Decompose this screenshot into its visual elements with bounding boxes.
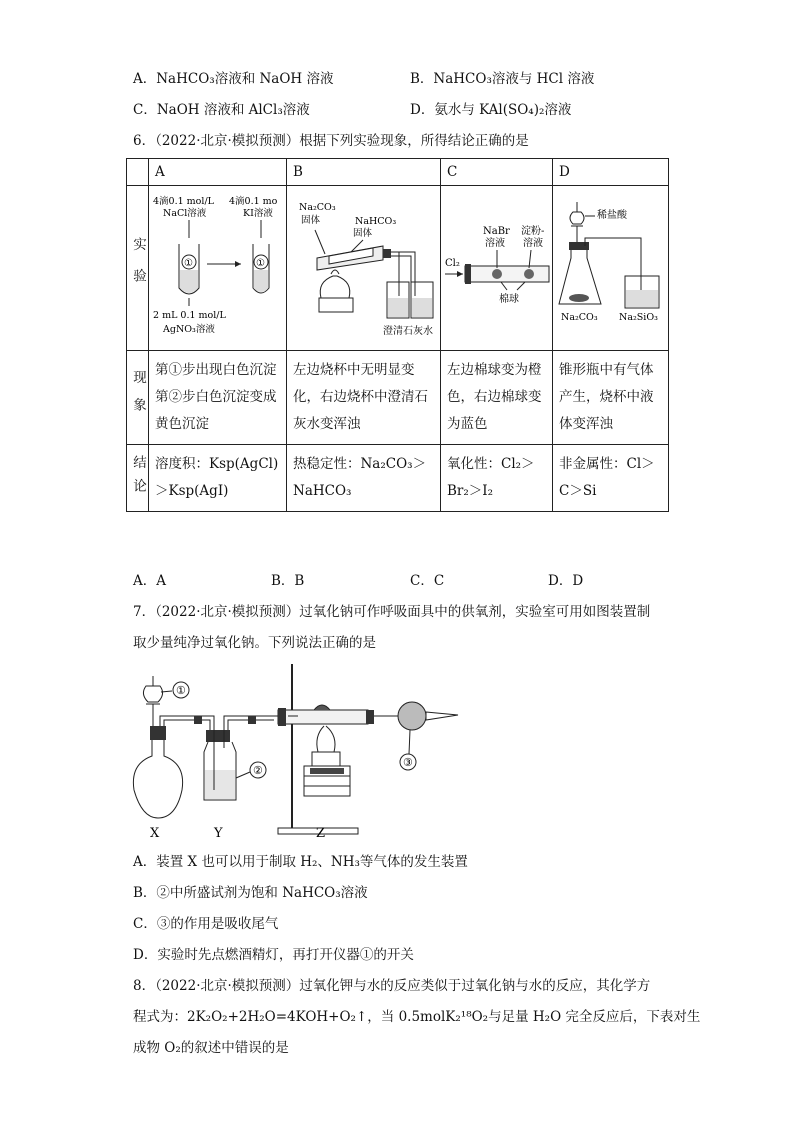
conclusion-c: 氧化性：Cl₂＞Br₂＞I₂ (441, 445, 553, 512)
phenomenon-row (127, 351, 669, 445)
fig-a-label: NaCl溶液 (163, 208, 207, 219)
fig-c-label: 溶液 (523, 238, 543, 249)
q6-option-d: D．D (548, 573, 584, 589)
row-label-conclusion: 结论 (127, 445, 149, 512)
fig-b-label: NaHCO₃ (355, 216, 397, 227)
phenomenon-b: 左边烧杯中无明显变化，右边烧杯中澄清石灰水变浑浊 (287, 351, 441, 445)
fig-c-label: NaBr (483, 226, 510, 237)
q5-option-d: D．氨水与 KAl(SO₄)₂溶液 (410, 102, 572, 118)
q7-stem-line1: 7．（2022·北京·模拟预测）过氧化钠可作呼吸面具中的供氧剂，实验室可用如图装置制 (133, 604, 651, 620)
fig-b-label: 固体 (353, 228, 373, 239)
header-a: A (149, 159, 287, 186)
fig-b-label: 澄清石灰水 (383, 326, 433, 337)
q6-stem: 6．（2022·北京·模拟预测）根据下列实验现象，所得结论正确的是 (133, 133, 529, 149)
q7-option-d: D．实验时先点燃酒精灯，再打开仪器①的开关 (133, 947, 414, 963)
q7-option-a: A．装置 X 也可以用于制取 H₂、NH₃等气体的发生装置 (133, 854, 468, 870)
q8-stem-line1: 8．（2022·北京·模拟预测）过氧化钾与水的反应类似于过氧化钠与水的反应，其化学方 (133, 978, 651, 994)
q8-stem-line2: 程式为：2K₂O₂+2H₂O=4KOH+O₂↑，当 0.5molK₂¹⁸O₂与足量 H₂O 完全反应后，下表对生 (133, 1009, 701, 1025)
q5-option-a: A．NaHCO₃溶液和 NaOH 溶液 (133, 71, 334, 87)
acid-flask-figure (553, 186, 669, 340)
fig-c-label: 淀粉- (521, 226, 545, 237)
q6-option-c: C．C (410, 573, 445, 589)
phenomenon-c: 左边棉球变为橙色，右边棉球变为蓝色 (441, 351, 553, 445)
fig-d-label: Na₂SiO₃ (619, 312, 658, 323)
marker-2: ② (253, 764, 263, 777)
step-marker: ① (184, 258, 193, 269)
fig-a-label: KI溶液 (243, 208, 273, 219)
heating-figure (287, 186, 441, 340)
label-x: X (150, 826, 160, 840)
experiment-row (127, 186, 669, 351)
phenomenon-d: 锥形瓶中有气体产生，烧杯中液体变浑浊 (553, 351, 669, 445)
test-tube-figure (149, 186, 287, 340)
header-b: B (287, 159, 441, 186)
figure-a-cell (149, 186, 287, 351)
figure-c-cell (441, 186, 553, 351)
q7-option-c: C．③的作用是吸收尾气 (133, 916, 279, 932)
conclusion-b: 热稳定性：Na₂CO₃＞NaHCO₃ (287, 445, 441, 512)
fig-a-label: AgNO₃溶液 (163, 324, 215, 335)
header-c: C (441, 159, 553, 186)
fig-b-label: Na₂CO₃ (299, 202, 336, 213)
fig-a-label: 4滴0.1 mol/L (153, 196, 214, 207)
row-label-experiment: 实验 (127, 186, 149, 351)
label-y: Y (214, 826, 223, 840)
q6-option-a: A．A (133, 573, 166, 589)
phenomenon-a: 第①步出现白色沉淀第②步白色沉淀变成黄色沉淀 (149, 351, 287, 445)
q7-stem-line2: 取少量纯净过氧化钠。下列说法正确的是 (133, 635, 376, 651)
conclusion-a: 溶度积：Ksp(AgCl)＞Ksp(AgI) (149, 445, 287, 512)
marker-1: ① (176, 684, 186, 697)
header-d: D (553, 159, 669, 186)
q5-option-b: B．NaHCO₃溶液与 HCl 溶液 (410, 71, 595, 87)
fig-c-label: Cl₂ (445, 258, 460, 269)
q5-option-c: C．NaOH 溶液和 AlCl₃溶液 (133, 102, 310, 118)
fig-a-label: 2 mL 0.1 mol/L (153, 310, 226, 321)
figure-b-cell (287, 186, 441, 351)
marker-3: ③ (403, 756, 413, 769)
fig-a-label: 4滴0.1 mo (229, 196, 278, 207)
row-label-phenomenon: 现象 (127, 351, 149, 445)
sodium-peroxide-apparatus-figure (128, 660, 468, 840)
q6-option-b: B．B (271, 573, 305, 589)
q8-stem-line3: 成物 O₂的叙述中错误的是 (133, 1040, 289, 1056)
fig-c-label: 溶液 (485, 238, 505, 249)
table-header-row (127, 159, 669, 186)
conclusion-d: 非金属性：Cl＞C＞Si (553, 445, 669, 512)
fig-d-label: 稀盐酸 (597, 210, 627, 221)
fig-d-label: Na₂CO₃ (561, 312, 598, 323)
figure-d-cell (553, 186, 669, 351)
step-marker: ① (256, 258, 265, 269)
fig-c-label: 棉球 (499, 294, 519, 305)
fig-b-label: 固体 (301, 215, 321, 226)
label-z: Z (316, 826, 326, 840)
q7-option-b: B．②中所盛试剂为饱和 NaHCO₃溶液 (133, 885, 368, 901)
halogen-tube-figure (441, 186, 553, 340)
q6-experiment-table (126, 158, 669, 512)
conclusion-row (127, 445, 669, 512)
